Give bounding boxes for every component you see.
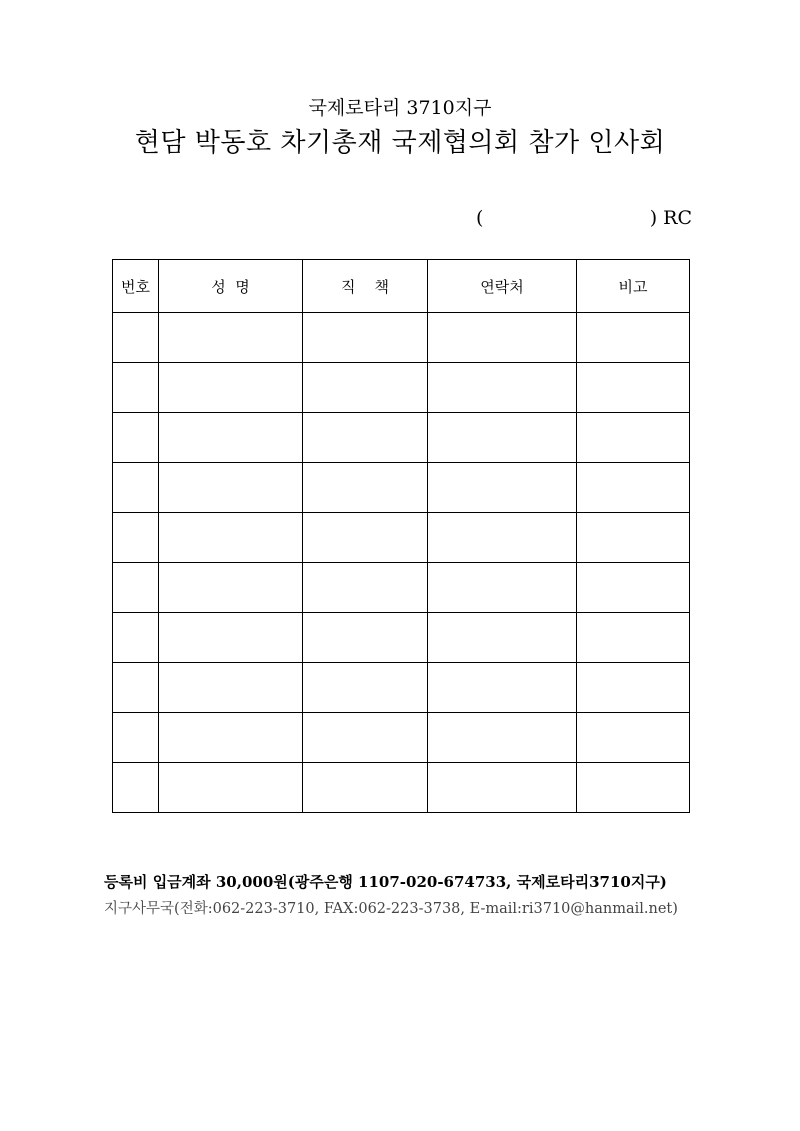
column-header-contact: 연락처 <box>428 260 577 313</box>
cell-contact[interactable] <box>428 763 577 813</box>
table-row <box>113 363 690 413</box>
cell-remarks[interactable] <box>577 363 690 413</box>
cell-position[interactable] <box>303 613 428 663</box>
cell-position[interactable] <box>303 563 428 613</box>
column-header-position: 직 책 <box>303 260 428 313</box>
district-name: 국제로타리 3710지구 <box>308 97 492 119</box>
column-header-remarks: 비고 <box>577 260 690 313</box>
cell-remarks[interactable] <box>577 463 690 513</box>
cell-name[interactable] <box>159 513 303 563</box>
cell-contact[interactable] <box>428 363 577 413</box>
table-row <box>113 663 690 713</box>
table-row <box>113 563 690 613</box>
table-row <box>113 313 690 363</box>
event-title: 현담 박동호 차기총재 국제협의회 참가 인사회 <box>134 128 666 158</box>
cell-name[interactable] <box>159 413 303 463</box>
cell-position[interactable] <box>303 513 428 563</box>
cell-contact[interactable] <box>428 663 577 713</box>
cell-remarks[interactable] <box>577 613 690 663</box>
cell-name[interactable] <box>159 713 303 763</box>
cell-position[interactable] <box>303 313 428 363</box>
cell-name[interactable] <box>159 663 303 713</box>
cell-contact[interactable] <box>428 563 577 613</box>
cell-name[interactable] <box>159 563 303 613</box>
registration-info: 등록비 입금계좌 30,000원(광주은행 1107-020-674733, 국제로타리3710지구) <box>104 873 667 891</box>
office-contact-info: 지구사무국(전화:062-223-3710, FAX:062-223-3738, E-mail:ri3710@hanmail.net) <box>104 901 678 917</box>
cell-position[interactable] <box>303 463 428 513</box>
cell-name[interactable] <box>159 363 303 413</box>
table-row <box>113 513 690 563</box>
cell-position[interactable] <box>303 413 428 463</box>
club-name-field[interactable] <box>470 204 692 232</box>
cell-number[interactable] <box>113 363 159 413</box>
cell-contact[interactable] <box>428 713 577 763</box>
cell-number[interactable] <box>113 413 159 463</box>
cell-name[interactable] <box>159 313 303 363</box>
table-row <box>113 463 690 513</box>
table-row <box>113 713 690 763</box>
cell-remarks[interactable] <box>577 313 690 363</box>
table-header-row <box>113 260 690 313</box>
cell-number[interactable] <box>113 613 159 663</box>
attendee-table <box>112 259 690 813</box>
cell-name[interactable] <box>159 763 303 813</box>
cell-number[interactable] <box>113 313 159 363</box>
cell-contact[interactable] <box>428 613 577 663</box>
cell-contact[interactable] <box>428 413 577 463</box>
club-open-paren: ( <box>476 207 484 229</box>
club-rc-label: ) RC <box>649 207 692 229</box>
cell-remarks[interactable] <box>577 663 690 713</box>
table-body <box>113 313 690 813</box>
column-header-number: 번호 <box>113 260 159 313</box>
column-header-name: 성 명 <box>159 260 303 313</box>
cell-remarks[interactable] <box>577 713 690 763</box>
cell-remarks[interactable] <box>577 513 690 563</box>
cell-position[interactable] <box>303 363 428 413</box>
cell-position[interactable] <box>303 663 428 713</box>
cell-contact[interactable] <box>428 513 577 563</box>
table-row <box>113 413 690 463</box>
cell-position[interactable] <box>303 713 428 763</box>
cell-position[interactable] <box>303 763 428 813</box>
cell-number[interactable] <box>113 763 159 813</box>
table-row <box>113 763 690 813</box>
cell-remarks[interactable] <box>577 413 690 463</box>
cell-remarks[interactable] <box>577 563 690 613</box>
cell-number[interactable] <box>113 663 159 713</box>
table-row <box>113 613 690 663</box>
cell-number[interactable] <box>113 463 159 513</box>
cell-contact[interactable] <box>428 463 577 513</box>
cell-name[interactable] <box>159 613 303 663</box>
cell-remarks[interactable] <box>577 763 690 813</box>
cell-name[interactable] <box>159 463 303 513</box>
cell-contact[interactable] <box>428 313 577 363</box>
cell-number[interactable] <box>113 713 159 763</box>
cell-number[interactable] <box>113 563 159 613</box>
cell-number[interactable] <box>113 513 159 563</box>
